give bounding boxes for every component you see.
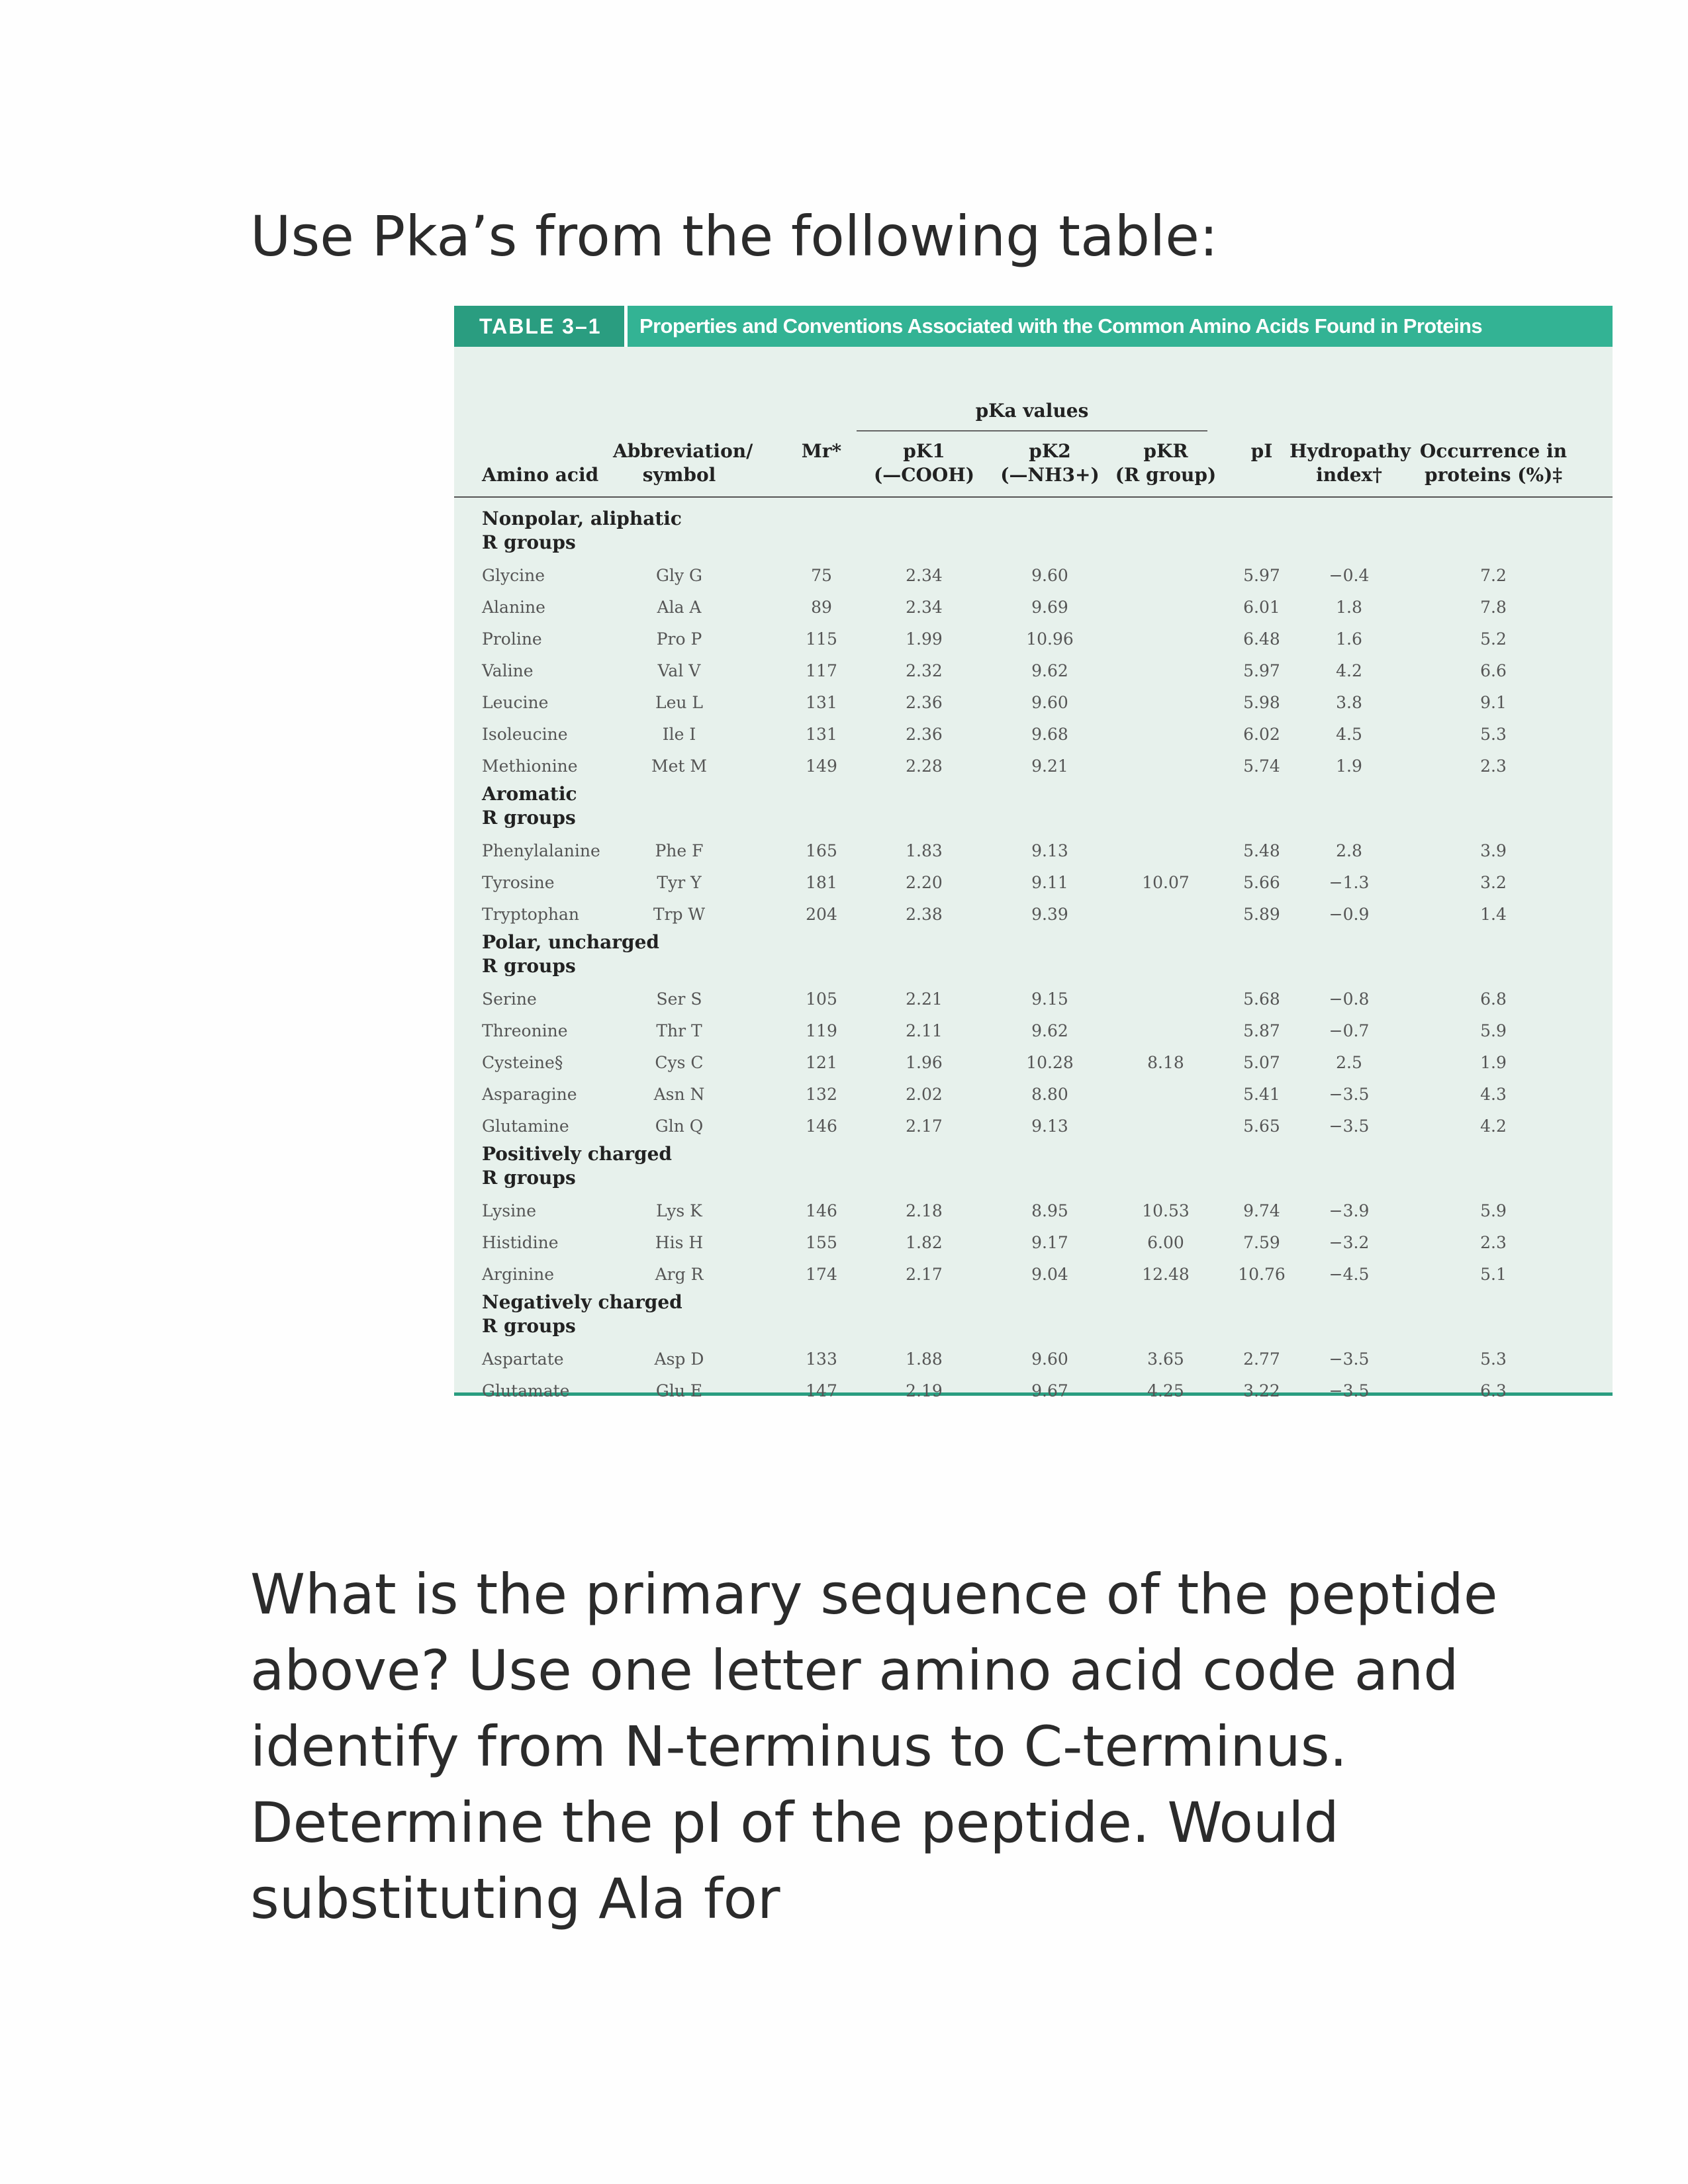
table-cell: Thr T (656, 1021, 702, 1040)
table-cell: 204 (806, 905, 837, 924)
table-cell: 9.15 (1031, 989, 1068, 1009)
table-cell: 8.18 (1147, 1053, 1184, 1072)
table-cell: 10.96 (1026, 629, 1074, 649)
table-cell: 9.39 (1031, 905, 1068, 924)
table-cell: 2.77 (1243, 1349, 1280, 1369)
table-cell: Glu E (655, 1381, 703, 1400)
table-row (454, 1111, 1613, 1142)
table-cell: Gln Q (655, 1116, 704, 1136)
table-cell: 89 (811, 598, 832, 617)
table-cell: 9.60 (1031, 566, 1068, 585)
table-cell: Valine (482, 661, 534, 680)
table-cell: −3.2 (1329, 1233, 1370, 1252)
table-cell: Lysine (482, 1201, 537, 1220)
table-cell: 131 (806, 693, 837, 712)
table-cell: Asp D (654, 1349, 704, 1369)
table-cell: 2.34 (906, 598, 943, 617)
table-cell: Threonine (482, 1021, 568, 1040)
column-header: pKR (R group) (1115, 440, 1217, 486)
table-cell: 3.22 (1243, 1381, 1280, 1400)
table-cell: 2.17 (906, 1116, 943, 1136)
table-cell: 5.3 (1480, 1349, 1507, 1369)
table-cell: 6.00 (1147, 1233, 1184, 1252)
table-cell: 155 (806, 1233, 837, 1252)
table-cell: 5.65 (1243, 1116, 1280, 1136)
table-tag: TABLE 3–1 (454, 306, 628, 347)
table-cell: 1.96 (906, 1053, 943, 1072)
table-cell: 121 (806, 1053, 837, 1072)
table-cell: Glycine (482, 566, 545, 585)
table-row (454, 1227, 1613, 1259)
table-row (454, 835, 1613, 867)
table-cell: 2.17 (906, 1265, 943, 1284)
table-cell: Phenylalanine (482, 841, 600, 860)
table-cell: 1.8 (1336, 598, 1362, 617)
table-cell: 181 (806, 873, 837, 892)
table-cell: 2.34 (906, 566, 943, 585)
table-cell: 6.01 (1243, 598, 1280, 617)
table-cell: 6.8 (1480, 989, 1507, 1009)
table-cell: Tryptophan (482, 905, 579, 924)
table-cell: 132 (806, 1085, 837, 1104)
table-cell: 7.59 (1243, 1233, 1280, 1252)
table-cell: 5.9 (1480, 1021, 1507, 1040)
table-row (454, 983, 1613, 1015)
table-cell: Val V (657, 661, 701, 680)
table-row (454, 1259, 1613, 1291)
table-cell: Arg R (655, 1265, 704, 1284)
table-cell: 5.1 (1480, 1265, 1507, 1284)
table-cell: 10.76 (1238, 1265, 1286, 1284)
table-cell: 146 (806, 1116, 837, 1136)
amino-acid-table (454, 306, 1613, 1400)
table-cell: 5.97 (1243, 566, 1280, 585)
table-cell: 10.53 (1142, 1201, 1190, 1220)
table-cell: 5.9 (1480, 1201, 1507, 1220)
table-cell: 9.11 (1031, 873, 1068, 892)
table-cell: 117 (806, 661, 837, 680)
table-cell: 9.60 (1031, 1349, 1068, 1369)
table-cell: 2.21 (906, 989, 943, 1009)
table-cell: Lys K (656, 1201, 702, 1220)
table-cell: 9.74 (1243, 1201, 1280, 1220)
table-cell: 174 (806, 1265, 837, 1284)
table-cell: Leucine (482, 693, 549, 712)
table-cell: 7.2 (1480, 566, 1507, 585)
table-cell: 1.83 (906, 841, 943, 860)
table-cell: His H (655, 1233, 704, 1252)
table-cell: 8.80 (1031, 1085, 1068, 1104)
table-cell: Cys C (655, 1053, 704, 1072)
table-cell: 1.99 (906, 629, 943, 649)
table-row (454, 1343, 1613, 1375)
table-row (454, 687, 1613, 719)
table-cell: 6.02 (1243, 725, 1280, 744)
table-cell: 10.28 (1026, 1053, 1074, 1072)
table-cell: Pro P (656, 629, 702, 649)
table-cell: −3.5 (1329, 1116, 1370, 1136)
table-cell: Asparagine (482, 1085, 577, 1104)
table-cell: 133 (806, 1349, 837, 1369)
table-cell: 147 (806, 1381, 837, 1400)
table-cell: Methionine (482, 756, 578, 776)
table-cell: Ala A (657, 598, 702, 617)
table-cell: 9.04 (1031, 1265, 1068, 1284)
pka-group-rule (857, 430, 1207, 432)
table-cell: 1.82 (906, 1233, 943, 1252)
table-cell: 2.19 (906, 1381, 943, 1400)
header-rule (454, 496, 1613, 498)
table-cell: 2.3 (1480, 756, 1507, 776)
table-cell: Glutamate (482, 1381, 570, 1400)
table-row (454, 899, 1613, 931)
table-title: Properties and Conventions Associated with the Common Amino Acids Found in Proteins (639, 314, 1482, 338)
table-cell: 4.25 (1147, 1381, 1184, 1400)
table-cell: 3.65 (1147, 1349, 1184, 1369)
column-header: pK2 (—NH3+) (1000, 440, 1100, 486)
table-cell: 2.3 (1480, 1233, 1507, 1252)
table-cell: 2.20 (906, 873, 943, 892)
table-cell: 1.6 (1336, 629, 1362, 649)
table-cell: Serine (482, 989, 537, 1009)
table-cell: −3.9 (1329, 1201, 1370, 1220)
table-cell: Asn N (653, 1085, 705, 1104)
table-cell: 146 (806, 1201, 837, 1220)
table-cell: 6.3 (1480, 1381, 1507, 1400)
table-row (454, 1047, 1613, 1079)
table-row (454, 623, 1613, 655)
table-cell: 5.87 (1243, 1021, 1280, 1040)
table-cell: 4.2 (1336, 661, 1362, 680)
table-cell: 3.9 (1480, 841, 1507, 860)
table-cell: 1.9 (1480, 1053, 1507, 1072)
table-cell: 4.3 (1480, 1085, 1507, 1104)
table-cell: 2.38 (906, 905, 943, 924)
table-cell: 105 (806, 989, 837, 1009)
table-cell: 4.5 (1336, 725, 1362, 744)
table-cell: 1.88 (906, 1349, 943, 1369)
column-header: Abbreviation/ symbol (613, 440, 753, 486)
table-cell: 9.68 (1031, 725, 1068, 744)
table-cell: 2.8 (1336, 841, 1362, 860)
table-cell: 9.13 (1031, 841, 1068, 860)
table-cell: 9.62 (1031, 1021, 1068, 1040)
table-cell: −0.8 (1329, 989, 1370, 1009)
table-cell: 5.2 (1480, 629, 1507, 649)
table-row (454, 655, 1613, 687)
table-cell: Aspartate (482, 1349, 564, 1369)
table-row (454, 751, 1613, 782)
table-cell: 165 (806, 841, 837, 860)
table-cell: 5.68 (1243, 989, 1280, 1009)
table-cell: −1.3 (1329, 873, 1370, 892)
table-cell: 5.3 (1480, 725, 1507, 744)
table-cell: 149 (806, 756, 837, 776)
table-cell: 75 (811, 566, 832, 585)
table-cell: Met M (651, 756, 707, 776)
table-cell: Cysteine§ (482, 1053, 563, 1072)
table-cell: Alanine (482, 598, 545, 617)
section-title: Negatively charged R groups (482, 1291, 682, 1337)
table-row (454, 719, 1613, 751)
table-cell: 131 (806, 725, 837, 744)
table-cell: Arginine (482, 1265, 554, 1284)
table-row (454, 592, 1613, 623)
table-cell: Trp W (653, 905, 706, 924)
table-cell: 12.48 (1142, 1265, 1190, 1284)
table-cell: −0.7 (1329, 1021, 1370, 1040)
table-row (454, 867, 1613, 899)
table-cell: 5.41 (1243, 1085, 1280, 1104)
table-cell: 5.89 (1243, 905, 1280, 924)
table-cell: 1.4 (1480, 905, 1507, 924)
table-cell: 2.18 (906, 1201, 943, 1220)
column-header: pK1 (—COOH) (873, 440, 975, 486)
table-cell: Ile I (662, 725, 696, 744)
table-cell: 2.28 (906, 756, 943, 776)
table-cell: 5.07 (1243, 1053, 1280, 1072)
table-cell: Tyr Y (657, 873, 702, 892)
table-cell: 6.6 (1480, 661, 1507, 680)
table-cell: 9.17 (1031, 1233, 1068, 1252)
table-cell: 2.36 (906, 693, 943, 712)
table-cell: Isoleucine (482, 725, 568, 744)
column-header: pI (1250, 440, 1273, 462)
table-row (454, 560, 1613, 592)
table-cell: 6.48 (1243, 629, 1280, 649)
table-cell: Leu L (655, 693, 704, 712)
table-cell: 2.11 (906, 1021, 943, 1040)
table-cell: −0.4 (1329, 566, 1370, 585)
table-cell: 5.66 (1243, 873, 1280, 892)
table-cell: 10.07 (1142, 873, 1190, 892)
table-cell: 8.95 (1031, 1201, 1068, 1220)
table-cell: 119 (806, 1021, 837, 1040)
column-header: Occurrence in proteins (%)‡ (1419, 440, 1568, 486)
section-title: Nonpolar, aliphatic R groups (482, 508, 682, 553)
table-cell: Ser S (656, 989, 702, 1009)
table-body (454, 347, 1613, 1400)
table-cell: 2.36 (906, 725, 943, 744)
table-cell: 2.5 (1336, 1053, 1362, 1072)
table-cell: 115 (806, 629, 837, 649)
table-row (454, 1375, 1613, 1407)
pka-values-group-label: pKa values (975, 400, 1089, 422)
table-cell: 9.62 (1031, 661, 1068, 680)
table-cell: −4.5 (1329, 1265, 1370, 1284)
table-cell: 5.97 (1243, 661, 1280, 680)
table-cell: −0.9 (1329, 905, 1370, 924)
table-cell: Gly G (655, 566, 702, 585)
table-cell: −3.5 (1329, 1349, 1370, 1369)
table-cell: Histidine (482, 1233, 559, 1252)
table-row (454, 1015, 1613, 1047)
table-cell: Phe F (655, 841, 704, 860)
section-title: Positively charged R groups (482, 1143, 672, 1189)
column-header: Hydropathy index† (1289, 440, 1411, 486)
table-cell: Proline (482, 629, 542, 649)
section-title: Aromatic R groups (482, 783, 577, 829)
table-cell: 2.02 (906, 1085, 943, 1104)
table-cell: 5.48 (1243, 841, 1280, 860)
intro-text: Use Pka’s from the following table: (250, 204, 1219, 269)
table-row (454, 1079, 1613, 1111)
table-cell: 9.1 (1480, 693, 1507, 712)
table-cell: 9.21 (1031, 756, 1068, 776)
table-cell: 3.2 (1480, 873, 1507, 892)
table-cell: Glutamine (482, 1116, 569, 1136)
table-cell: −3.5 (1329, 1381, 1370, 1400)
table-cell: 9.60 (1031, 693, 1068, 712)
table-cell: 3.8 (1336, 693, 1362, 712)
table-cell: 4.2 (1480, 1116, 1507, 1136)
table-cell: 1.9 (1336, 756, 1362, 776)
section-title: Polar, uncharged R groups (482, 931, 659, 977)
table-cell: 7.8 (1480, 598, 1507, 617)
table-cell: −3.5 (1329, 1085, 1370, 1104)
column-header: Amino acid (482, 464, 599, 486)
table-cell: Tyrosine (482, 873, 555, 892)
table-cell: 5.98 (1243, 693, 1280, 712)
question-text: What is the primary sequence of the peptide above? Use one letter amino acid code and identify from N-terminus to C-terminus. Determine the pI of the peptide. Would substituting Ala for (250, 1562, 1498, 1931)
table-cell: 9.69 (1031, 598, 1068, 617)
table-cell: 5.74 (1243, 756, 1280, 776)
table-header-bar (454, 306, 1613, 347)
table-row (454, 1195, 1613, 1227)
table-cell: 9.13 (1031, 1116, 1068, 1136)
table-cell: 9.67 (1031, 1381, 1068, 1400)
column-header: Mr* (801, 440, 842, 462)
table-cell: 2.32 (906, 661, 943, 680)
